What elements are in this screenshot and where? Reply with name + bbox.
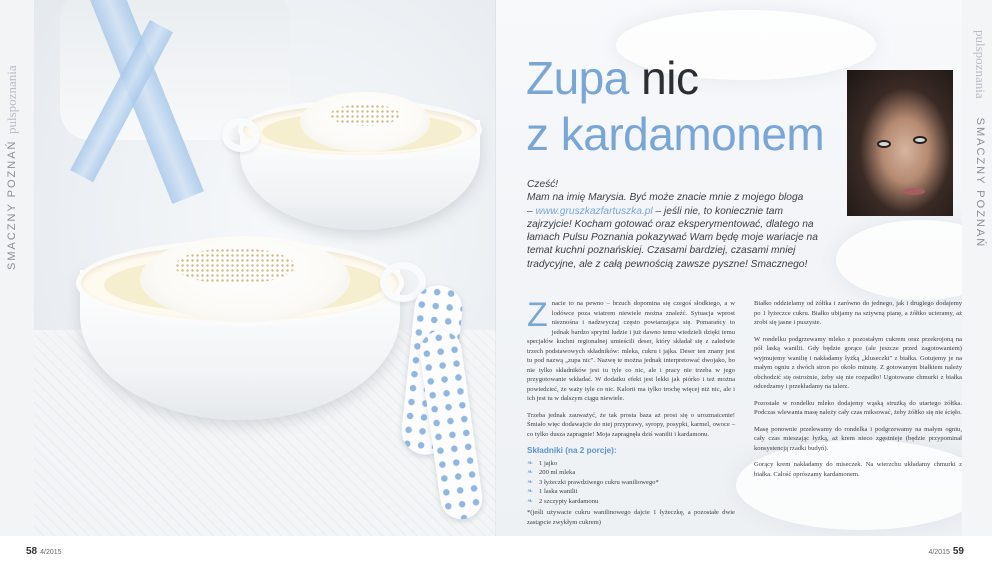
ingredient-text: 2 szczypty kardamonu (539, 497, 599, 505)
right-brand-logo: pulspoznania (973, 30, 988, 99)
col1-paragraph-1-text: nacie to na pewno – brzuch dopomina się czegoś słodkiego, a w lodówce poza wiatrem niewiele można znaleźć. Sytuacja wprost nieznośna i nadzwyczaj często powtarzająca się. Pomarańcy to jednak bardzo sprytni ludzie i już dawno temu wiedzieli dzięki temu specjałów kuchni regionalnej umieścili deser, który składał się z zaledwie trzech podstawowych składników: mleka, cukru i jajka. Deser ten znany jest tu pod nazwą „zupa nic". Nazwę te można jednak interpretować dwojako, bo nie tylko składników jest tu tyle co nic, ale i pracy nie trzeba w jego przygotowanie wkładać. W dodatku efekt jest lekki jak piórko i też można powiedzieć, że waży tyle co nic. Kalorii ma tylko trochę więcej niż nic, ale i ich jest tu w dalszym ciągu niewiele. (527, 300, 735, 402)
intro-dash: – (527, 205, 536, 217)
title-word-nic: nic (641, 52, 699, 104)
ingredient-item (527, 478, 735, 488)
left-folio (26, 546, 62, 557)
ingredient-item (527, 459, 735, 469)
title-line-2: z kardamonem (526, 108, 825, 160)
left-section-title: SMACZNY POZNAŃ (6, 139, 18, 270)
intro-greeting: Cześć! (527, 179, 559, 190)
front-cardamom (175, 248, 295, 284)
author-portrait (847, 70, 953, 216)
page-footer (0, 536, 992, 568)
drop-cap: Z (527, 296, 548, 334)
ingredient-item (527, 497, 735, 507)
col2-paragraph-5: Gorący krem nakładamy do miseczek. Na wierzchu układamy chmurki z białka. Całość oprószamy kardamonem. (754, 461, 962, 478)
article-column-1 (527, 296, 735, 534)
back-cardamom (330, 104, 400, 126)
bullet-icon: ❧ (527, 458, 533, 467)
col2-paragraph-2: W rondelku podgrzewamy mleko z pozostałym cukrem oraz przekrojoną na pół laską wanilii. Gdy będzie gorące (ale jeszcze przed zagotowaniem) wyjmujemy wanilię i nakładamy łyżką „kluseczki" z białka. Gotujemy je na małym ogniu z dwóch stron po około minutę. Z gotowanym białkiem należy obchodzić się ostrożnie, żeby się nie rozpadło! Ugotowane chmurki z białka odcedzamy i przekładamy na talerz. (754, 335, 962, 390)
left-issue: 4/2015 (40, 549, 62, 556)
article-column-2 (754, 299, 962, 486)
left-page-number: 58 (26, 546, 38, 557)
ingredient-text: 1 jajko (539, 459, 558, 467)
blog-link[interactable]: www.gruszkazfartuszka.pl (535, 205, 653, 217)
portrait-lips (903, 188, 925, 195)
bullet-icon: ❧ (527, 487, 533, 495)
article-page (496, 0, 992, 536)
intro-line-a: Mam na imię Marysia. Być może znacie mnie z mojego bloga (527, 192, 804, 204)
ingredient-item (527, 468, 735, 478)
food-photo (0, 0, 496, 536)
back-bowl-handle (222, 118, 260, 152)
ingredient-text: 200 ml mleka (539, 469, 576, 476)
col1-paragraph-2: Trzeba jednak zauważyć, że tak prosta baza aż prosi się o urozmaicenie! Śmiało więc dodawajcie do niej przyprawy, syropy, posypki, karmel, owoce – co tylko dusza zapragnie! Moja zapragnęła dziś wanilii i kardamonu. (527, 411, 735, 438)
col1-paragraph-1 (527, 296, 735, 404)
portrait-eye-left (877, 140, 891, 148)
portrait-eye-right (913, 136, 927, 144)
left-brand-logo: pulspoznania (4, 65, 19, 135)
intro-line-b: – jeśli nie, to koniecznie tam zajrzyjcie! Kocham gotować oraz eksperymentować, dlatego na łamach Pulsu Poznania pokazywać Wam będę moje wariacje na temat kuchni poznańskiej. Czasami bardziej, czasami mniej tradycyjne, ale z całą pewnością zawsze pyszne! Smacznego! (527, 205, 818, 270)
article-title (526, 50, 846, 162)
col2-paragraph-4: Masę ponownie przelewamy do rondelka i podgrzewamy na małym ogniu, cały czas mieszając łyżką, aż krem nieco zgęstnieje (będzie przypominał konsystencją rzadki budyń). (754, 425, 962, 452)
col2-paragraph-1: Białko oddzielamy od żółtka i zarówno do jednego, jak i drugiego dodajemy po 1 łyżeczce cukru. Białko ubijamy na sztywną pianę, a żółtko ucieramy, aż zrobi się jasne i puszyste. (754, 300, 962, 326)
col2-paragraph-3: Pozostałe w rondelku mleko dodajemy wąską strużką do utartego żółtka. Podczas wlewania masę należy cały czas miksować, żeby żółtko się nie ścięło. (754, 399, 962, 416)
ingredients-heading: Składniki (na 2 porcje): (527, 446, 617, 455)
bullet-icon: ❧ (527, 468, 533, 476)
ingredient-item (527, 487, 735, 497)
ingredients-list (527, 459, 735, 507)
ingredient-text: 3 łyżeczki prawdziwego cukru waniliowego* (539, 478, 659, 486)
right-section-title: SMACZNY POZNAŃ (974, 117, 986, 249)
title-word-zupa: Zupa (526, 52, 629, 104)
intro-text (527, 178, 827, 271)
right-folio (928, 546, 964, 557)
intro-body (527, 205, 827, 271)
right-issue: 4/2015 (928, 549, 950, 556)
right-section-label (966, 30, 988, 270)
bullet-icon: ❧ (527, 496, 533, 505)
ingredient-text: 1 laska wanilii (539, 488, 578, 495)
right-page-number: 59 (952, 546, 964, 557)
left-section-label (4, 30, 28, 270)
ingredients-note: *(jeśli używacie cukru wanilinowego dajcie 1 łyżeczkę, a pozostałe dwie zastąpcie zwykłym cukrem) (527, 509, 735, 526)
bullet-icon: ❧ (527, 477, 533, 486)
